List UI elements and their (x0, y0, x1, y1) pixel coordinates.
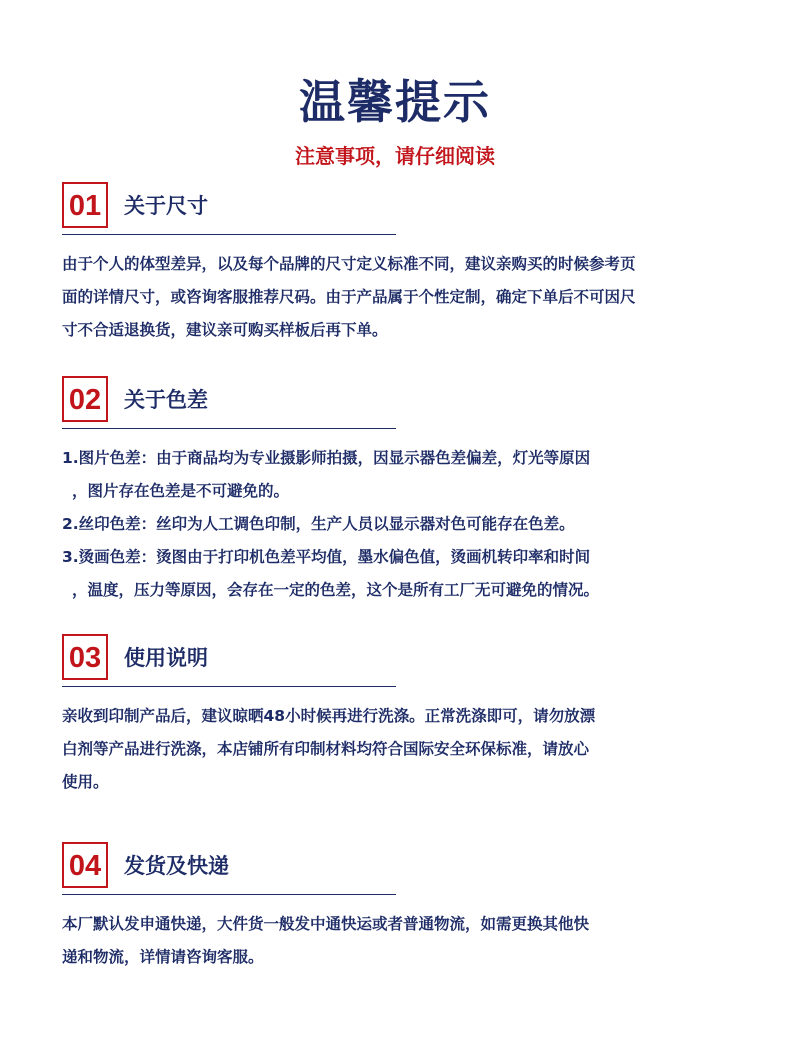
section-header (62, 376, 742, 432)
section-title: 关于尺寸 (124, 194, 208, 218)
body-line: 白剂等产品进行洗涤，本店铺所有印制材料均符合国际安全环保标准，请放心 (62, 740, 590, 758)
section-divider (62, 234, 396, 235)
section-body (62, 442, 742, 607)
body-line: 面的详情尺寸，或咨询客服推荐尺码。由于产品属于个性定制，确定下单后不可因尺 (62, 288, 636, 306)
section-shipping (62, 842, 742, 974)
section-body (62, 248, 742, 347)
body-line: 递和物流，详情请咨询客服。 (62, 948, 264, 966)
body-line: ，温度，压力等原因，会存在一定的色差，这个是所有工厂无可避免的情况。 (72, 581, 600, 599)
section-number-badge: 01 (62, 182, 108, 228)
section-body (62, 700, 742, 799)
section-usage (62, 634, 742, 799)
section-title: 发货及快递 (124, 854, 229, 878)
section-body (62, 908, 742, 974)
section-header (62, 182, 742, 238)
body-line: 亲收到印制产品后，建议晾晒48小时候再进行洗涤。正常洗涤即可，请勿放漂 (62, 707, 596, 725)
section-header (62, 634, 742, 690)
body-line: 由于个人的体型差异，以及每个品牌的尺寸定义标准不同，建议亲购买的时候参考页 (62, 255, 636, 273)
section-divider (62, 428, 396, 429)
section-number-badge: 03 (62, 634, 108, 680)
section-title: 使用说明 (124, 646, 208, 670)
section-header (62, 842, 742, 898)
section-divider (62, 894, 396, 895)
section-divider (62, 686, 396, 687)
section-size (62, 182, 742, 347)
page-subtitle: 注意事项，请仔细阅读 (295, 144, 495, 168)
section-color-difference (62, 376, 742, 607)
body-line: 2.丝印色差：丝印为人工调色印制，生产人员以显示器对色可能存在色差。 (62, 515, 575, 533)
section-title: 关于色差 (124, 388, 208, 412)
body-line: 使用。 (62, 773, 109, 791)
section-number-badge: 02 (62, 376, 108, 422)
body-line: 3.烫画色差：烫图由于打印机色差平均值，墨水偏色值，烫画机转印率和时间 (62, 548, 591, 566)
body-line: 本厂默认发申通快递，大件货一般发中通快运或者普通物流，如需更换其他快 (62, 915, 590, 933)
page-title: 温馨提示 (299, 75, 491, 129)
body-line: ，图片存在色差是不可避免的。 (72, 482, 290, 500)
body-line: 寸不合适退换货，建议亲可购买样板后再下单。 (62, 321, 388, 339)
section-number-badge: 04 (62, 842, 108, 888)
body-line: 1.图片色差：由于商品均为专业摄影师拍摄，因显示器色差偏差，灯光等原因 (62, 449, 591, 467)
